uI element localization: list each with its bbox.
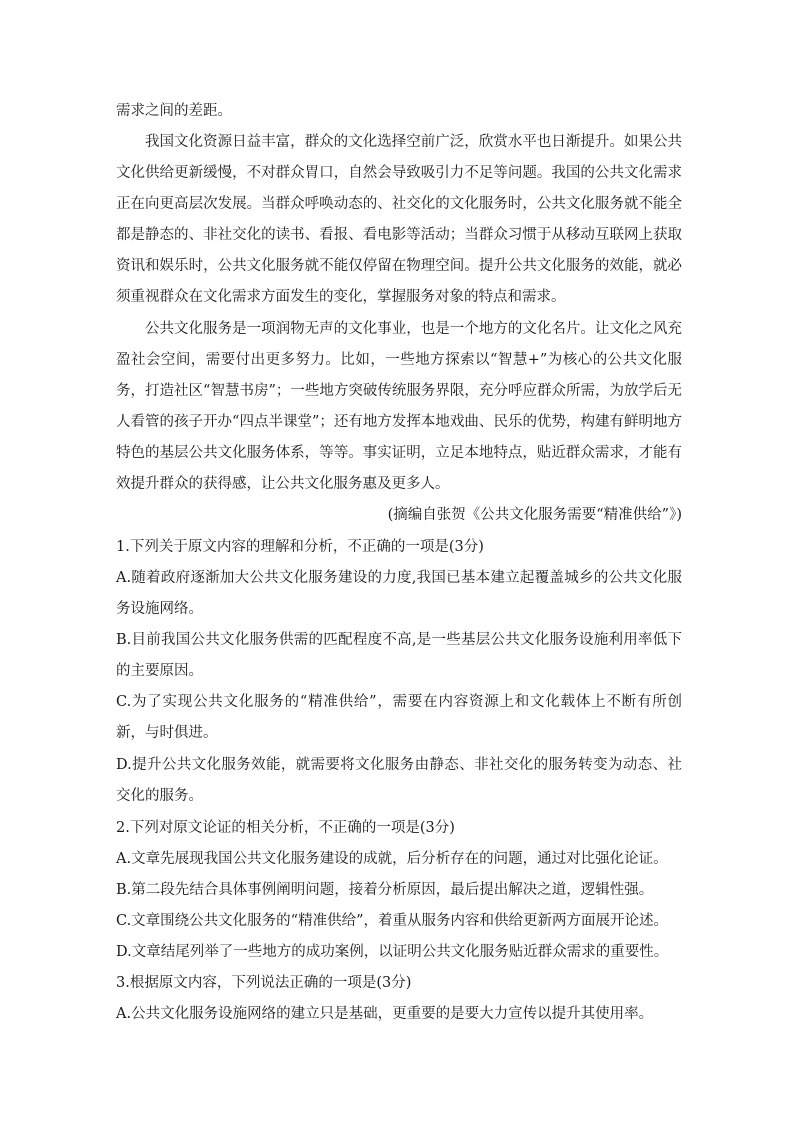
paragraph-2: 公共文化服务是一项润物无声的文化事业，也是一个地方的文化名片。让文化之风充盈社会空间，需要付出更多努力。比如，一些地方探索以“智慧+”为核心的公共文化服务，打造社区“智慧书房”；一些地方突破传统服务界限，充分呼应群众所需，为放学后无人看管的孩子开办“四点半课堂”；还有地方发挥本地戏曲、民乐的优势，构建有鲜明地方特色的基层公共文化服务体系，等等。事实证明，立足本地特点，贴近群众需求，才能有效提升群众的获得感，让公共文化服务惠及更多人。 bbox=[116, 321, 682, 492]
question-3-option-a: A.公共文化服务设施网络的建立只是基础，更重要的是要大力宣传以提升其使用率。 bbox=[116, 1006, 654, 1022]
paragraph-continued: 需求之间的差距。 bbox=[116, 103, 232, 119]
question-1-stem: 1.下列关于原文内容的理解和分析，不正确的一项是(3分) bbox=[116, 539, 484, 555]
question-1-option-c: C.为了实现公共文化服务的“精准供给”，需要在内容资源上和文化载体上不断有所创新，与时俱进。 bbox=[116, 694, 682, 741]
question-2-stem: 2.下列对原文论证的相关分析，不正确的一项是(3分) bbox=[116, 820, 455, 836]
question-2-option-b: B.第二段先结合具体事例阐明问题，接着分析原因，最后提出解决之道，逻辑性强。 bbox=[116, 882, 654, 898]
question-3-stem: 3.根据原文内容，下列说法正确的一项是(3分) bbox=[116, 975, 412, 991]
paragraph-1: 我国文化资源日益丰富，群众的文化选择空前广泛，欣赏水平也日渐提升。如果公共文化供给更新缓慢，不对群众胃口，自然会导致吸引力不足等问题。我国的公共文化需求正在向更高层次发展。当群众呼唤动态的、社交化的文化服务时，公共文化服务就不能全都是静态的、非社交化的读书、看报、看电影等活动；当群众习惯于从移动互联网上获取资讯和娱乐时，公共文化服务就不能仅停留在物理空间。提升公共文化服务的效能，就必须重视群众在文化需求方面发生的变化，掌握服务对象的特点和需求。 bbox=[116, 134, 682, 305]
question-2-option-c: C.文章围绕公共文化服务的“精准供给”，着重从服务内容和供给更新两方面展开论述。 bbox=[116, 913, 669, 929]
question-2-option-d: D.文章结尾列举了一些地方的成功案例，以证明公共文化服务贴近群众需求的重要性。 bbox=[116, 944, 669, 960]
question-1-option-a: A.随着政府逐渐加大公共文化服务建设的力度,我国已基本建立起覆盖城乡的公共文化服务设施网络。 bbox=[116, 570, 682, 617]
citation: (摘编自张贺《公共文化服务需要“精准供给”》) bbox=[387, 507, 682, 523]
question-1-option-d: D.提升公共文化服务效能，就需要将文化服务由静态、非社交化的服务转变为动态、社交化的服务。 bbox=[116, 757, 682, 804]
question-2-option-a: A.文章先展现我国公共文化服务建设的成就，后分析存在的问题，通过对比强化论证。 bbox=[116, 851, 668, 867]
question-1-option-b: B.目前我国公共文化服务供需的匹配程度不高,是一些基层公共文化服务设施利用率低下的主要原因。 bbox=[116, 632, 682, 679]
